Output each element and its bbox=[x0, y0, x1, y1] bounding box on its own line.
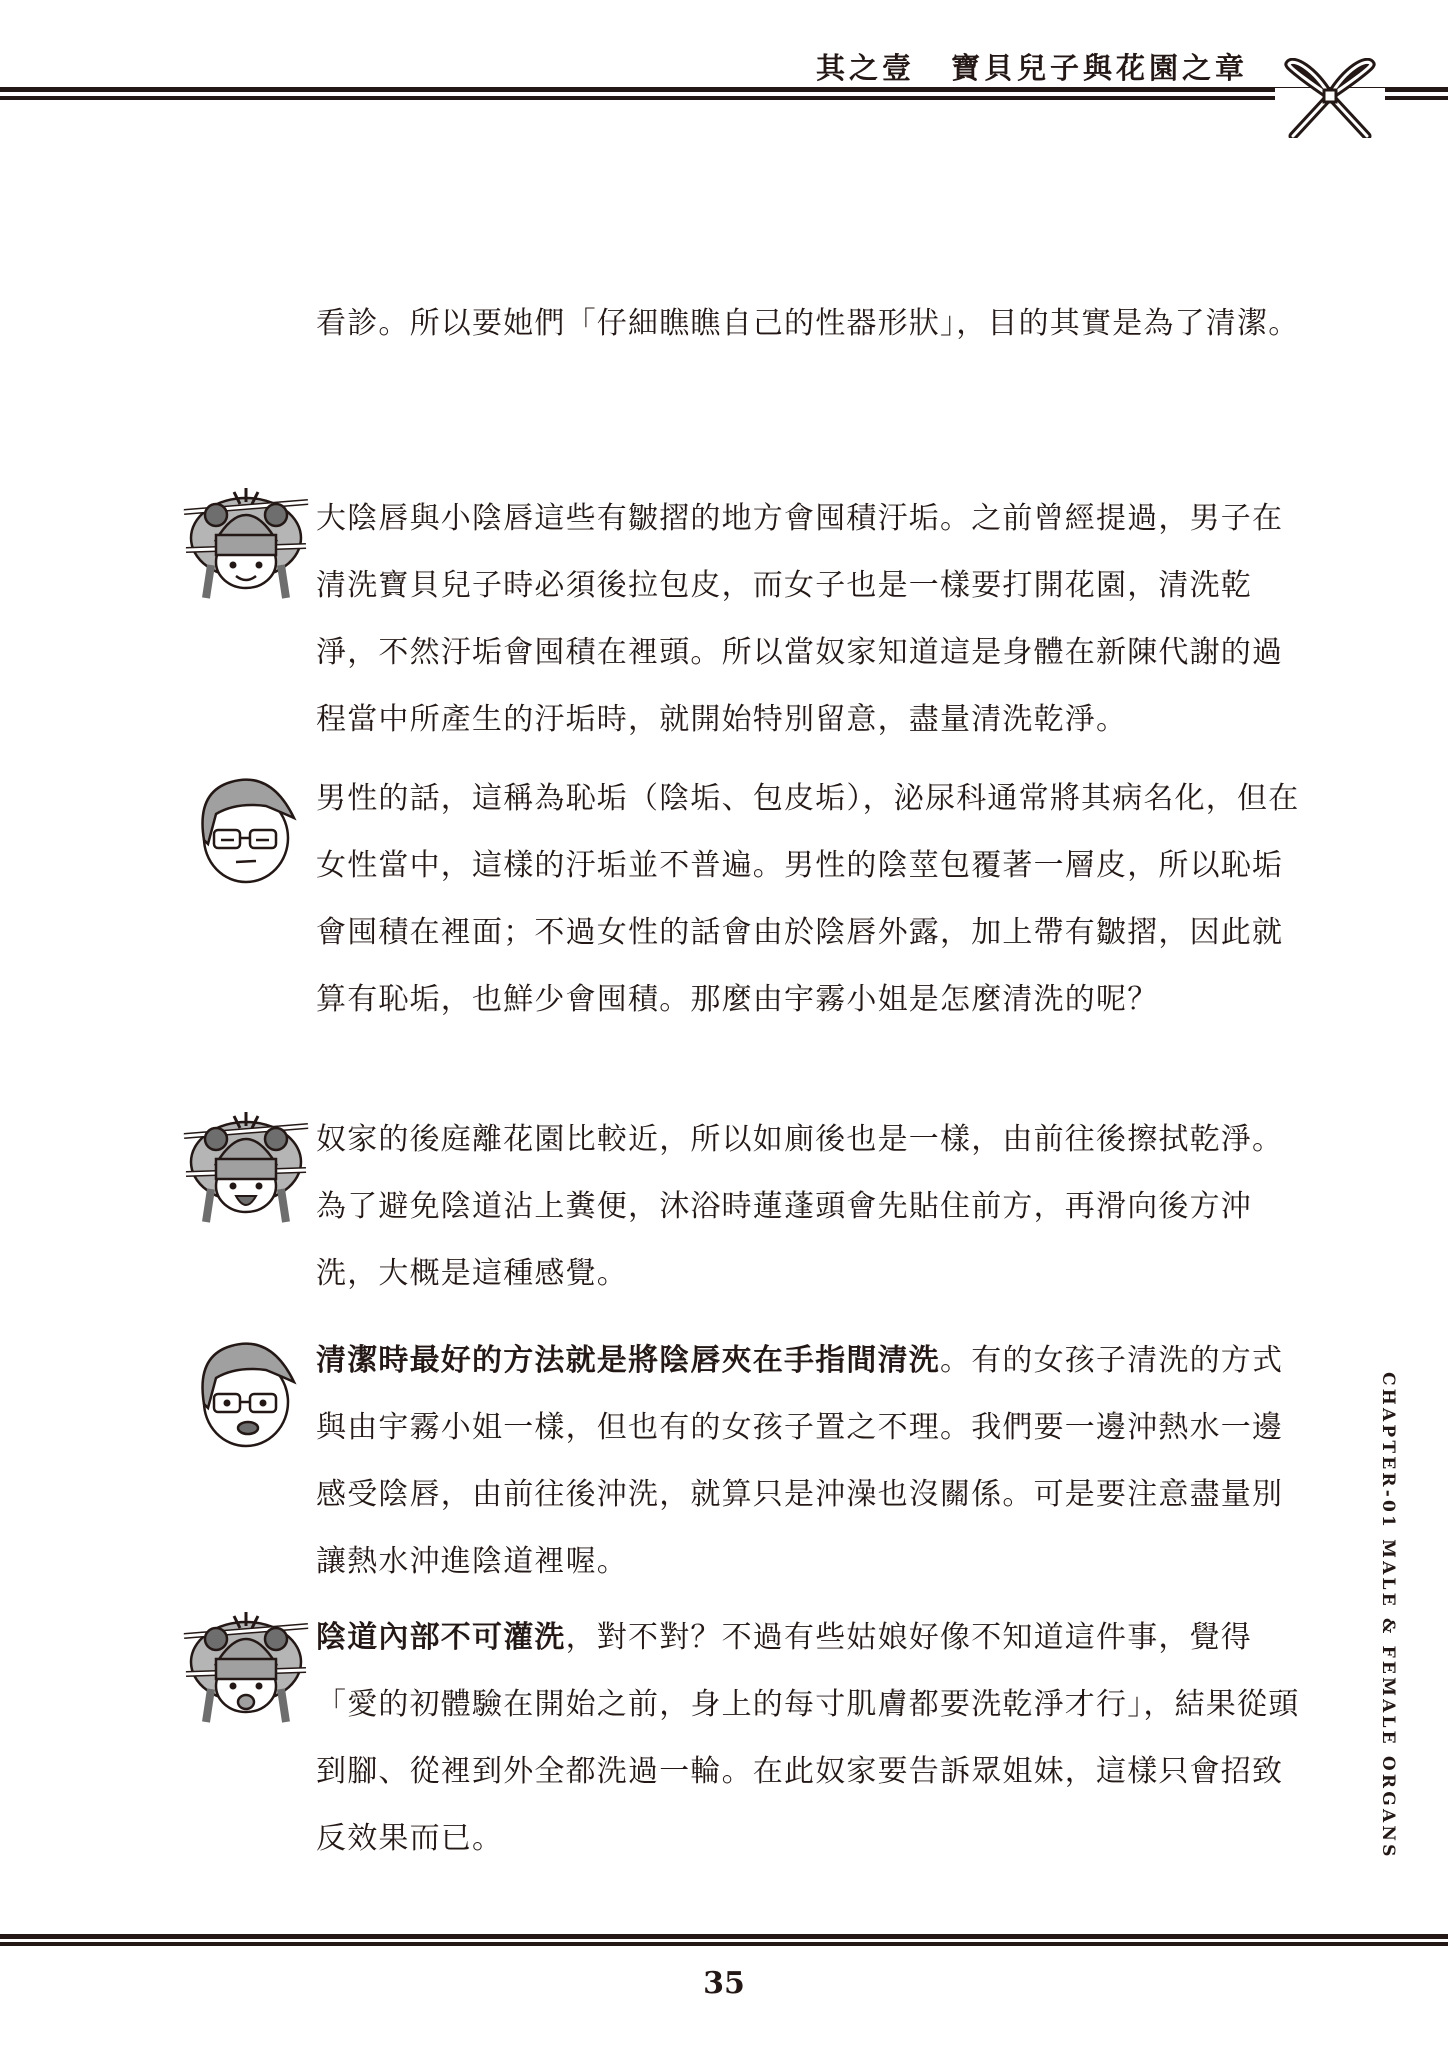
paragraph-geisha-2 bbox=[316, 1106, 1306, 1307]
paragraph-doctor-2 bbox=[316, 1327, 1306, 1595]
paragraph-geisha-3 bbox=[316, 1604, 1306, 1872]
chapter-title: 寶貝兒子與花園之章 bbox=[950, 51, 1248, 85]
geisha-smiling-avatar-icon bbox=[176, 480, 316, 610]
footer-rule-bottom bbox=[0, 1942, 1448, 1946]
paragraph-doctor-1 bbox=[316, 765, 1306, 1033]
geisha-laughing-avatar-icon bbox=[176, 1104, 316, 1234]
paragraph-text: 大陰唇與小陰唇這些有皺摺的地方會囤積汙垢。之前曾經提過，男子在清洗寶貝兒子時必須後拉包皮，而女子也是一樣要打開花園，清洗乾淨，不然汙垢會囤積在裡頭。所以當奴家知道這是身體在新陳代謝的過程當中所產生的汙垢時，就開始特別留意，盡量清洗乾淨。 bbox=[316, 501, 1284, 737]
header-rule-top bbox=[0, 87, 1448, 92]
running-header bbox=[816, 46, 1248, 87]
paragraph-geisha-1 bbox=[316, 485, 1306, 753]
paragraph-continuation bbox=[316, 290, 1306, 357]
header-rule-bottom bbox=[0, 96, 1448, 100]
chapter-side-tab: CHAPTER-01 MALE & FEMALE ORGANS bbox=[1378, 1372, 1398, 1860]
emphasis-text: 陰道內部不可灌洗 bbox=[316, 1620, 566, 1655]
footer-rule-top bbox=[0, 1934, 1448, 1939]
paragraph-text: 看診。所以要她們「仔細瞧瞧自己的性器形狀」，目的其實是為了清潔。 bbox=[316, 306, 1300, 341]
chapter-label: 其之壹 bbox=[815, 51, 915, 85]
doctor-calm-avatar-icon bbox=[176, 762, 316, 892]
geisha-surprised-avatar-icon bbox=[176, 1604, 316, 1734]
paragraph-text: ，對不對？不過有些姑娘好像不知道這件事，覺得「愛的初體驗在開始之前，身上的每寸肌膚都要洗乾淨才行」，結果從頭到腳、從裡到外全都洗過一輪。在此奴家要告訴眾姐妹，這樣只會招致反效果而已。 bbox=[316, 1620, 1300, 1856]
paragraph-text: 男性的話，這稱為恥垢（陰垢、包皮垢），泌尿科通常將其病名化，但在女性當中，這樣的汙垢並不普遍。男性的陰莖包覆著一層皮，所以恥垢會囤積在裡面；不過女性的話會由於陰唇外露，加上帶有皺摺，因此就算有恥垢，也鮮少會囤積。那麼由宇霧小姐是怎麼清洗的呢？ bbox=[316, 781, 1300, 1017]
emphasis-text: 清潔時最好的方法就是將陰唇夾在手指間清洗 bbox=[316, 1343, 940, 1378]
bow-knot-icon bbox=[1275, 58, 1385, 138]
page-number: 35 bbox=[703, 1966, 745, 2001]
paragraph-text: 奴家的後庭離花園比較近，所以如廁後也是一樣，由前往後擦拭乾淨。為了避免陰道沾上糞便，沐浴時蓮蓬頭會先貼住前方，再滑向後方沖洗，大概是這種感覺。 bbox=[316, 1122, 1284, 1291]
doctor-surprised-avatar-icon bbox=[176, 1326, 316, 1456]
paragraph-text: 。有的女孩子清洗的方式與由宇霧小姐一樣，但也有的女孩子置之不理。我們要一邊沖熱水一邊感受陰唇，由前往後沖洗，就算只是沖澡也沒關係。可是要注意盡量別讓熱水沖進陰道裡喔。 bbox=[316, 1343, 1284, 1579]
